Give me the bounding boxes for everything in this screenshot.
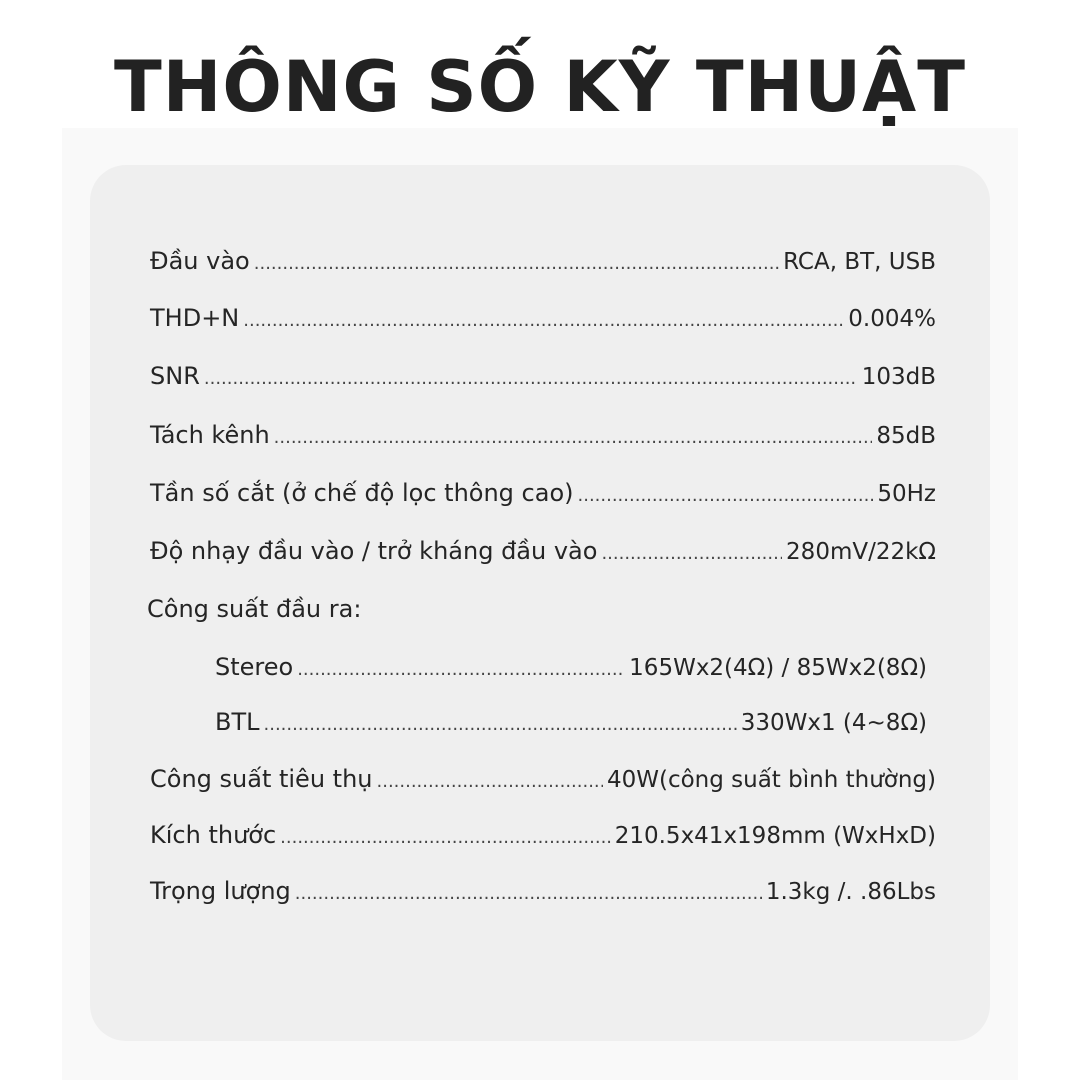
spec-row-weight	[150, 874, 936, 908]
dot-leader	[274, 421, 873, 455]
spec-label: Trọng lượng	[150, 877, 291, 905]
dot-leader	[254, 247, 779, 281]
spec-value: 330Wx1 (4∼8Ω)	[740, 710, 927, 736]
spec-label: SNR	[150, 362, 200, 390]
spec-value: 165Wx2(4Ω) / 85Wx2(8Ω)	[629, 655, 927, 681]
spec-row-input-sensitivity	[150, 534, 936, 568]
spec-row-dimensions	[150, 818, 936, 852]
spec-label: Tần số cắt (ở chế độ lọc thông cao)	[150, 479, 574, 507]
dot-leader	[601, 537, 782, 571]
spec-label: BTL	[215, 708, 260, 736]
spec-label: THD+N	[150, 304, 240, 332]
spec-label: Đầu vào	[150, 247, 250, 275]
dot-leader	[280, 821, 611, 855]
spec-label: Kích thước	[150, 821, 277, 849]
dot-leader	[297, 653, 625, 687]
dot-leader	[295, 877, 762, 911]
dot-leader	[243, 304, 844, 338]
spec-row-btl	[215, 705, 927, 739]
spec-row-channel-separation	[150, 418, 936, 452]
spec-row-snr	[150, 359, 936, 393]
spec-value: 0.004%	[848, 306, 936, 332]
spec-row-thdn	[150, 301, 936, 335]
spec-value: RCA, BT, USB	[783, 249, 936, 275]
spec-row-crossover-frequency	[150, 476, 936, 510]
spec-value: 280mV/22kΩ	[786, 539, 936, 565]
spec-row-input	[150, 244, 936, 278]
dot-leader	[578, 479, 874, 513]
spec-value: 40W(công suất bình thường)	[606, 767, 936, 793]
spec-row-stereo	[215, 650, 927, 684]
spec-value: 85dB	[876, 423, 936, 449]
dot-leader	[377, 765, 603, 799]
spec-value: 50Hz	[877, 481, 936, 507]
spec-label: Độ nhạy đầu vào / trở kháng đầu vào	[150, 537, 598, 565]
spec-row-power-consumption	[150, 762, 936, 796]
spec-label: Stereo	[215, 653, 294, 681]
output-power-heading: Công suất đầu ra:	[147, 595, 362, 623]
dot-leader	[264, 708, 737, 742]
spec-label: Công suất tiêu thụ	[150, 765, 373, 793]
dot-leader	[204, 362, 858, 396]
spec-value: 210.5x41x198mm (WxHxD)	[614, 823, 936, 849]
spec-value: 1.3kg /. .86Lbs	[765, 879, 936, 905]
spec-value: 103dB	[861, 364, 936, 390]
spec-label: Tách kênh	[150, 421, 270, 449]
page-title: THÔNG SỐ KỸ THUẬT	[114, 46, 966, 128]
